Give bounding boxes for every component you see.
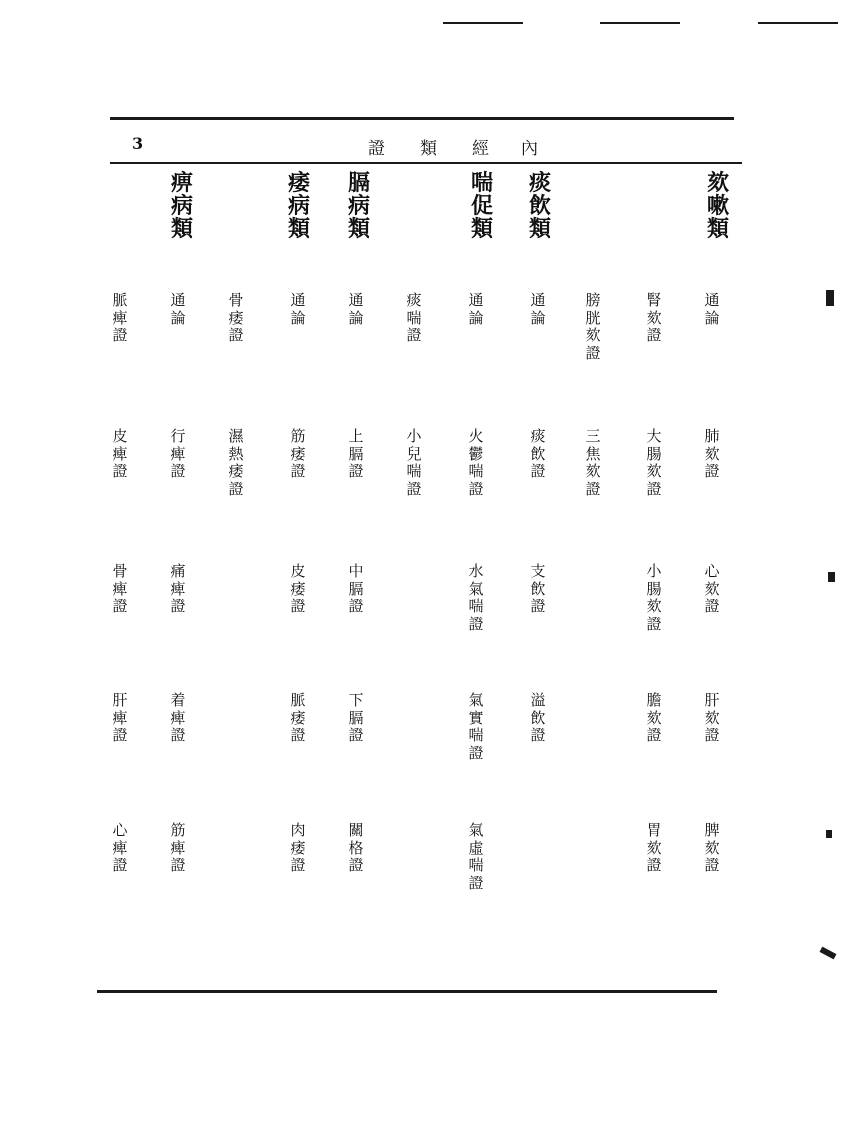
header-bottom-rule — [110, 162, 742, 164]
entry-r3-shuiqi-chuan: 水 氣 喘 證 — [468, 562, 484, 634]
page-number: 3 — [132, 134, 144, 153]
entry-r3-gu-bi: 骨 痺 證 — [112, 562, 128, 616]
category-chuancu: 喘 促 類 — [470, 170, 493, 242]
entry-r4-mai-wei: 脈 痿 證 — [290, 691, 306, 745]
entry-r3-xin-ke: 心 欬 證 — [704, 562, 720, 616]
running-title-1: 證 — [368, 139, 385, 159]
category-bibing: 痹 病 類 — [170, 170, 193, 242]
entry-r1-mai-bi: 脈 痺 證 — [112, 291, 128, 345]
bottom-rule — [97, 990, 717, 993]
entry-r4-yi-yin: 溢 飲 證 — [530, 691, 546, 745]
entry-r2-pi-bi: 皮 痺 證 — [112, 427, 128, 481]
entry-r3-xiaochang-ke: 小 腸 欬 證 — [646, 562, 662, 634]
category-gebing: 膈 病 類 — [347, 170, 370, 242]
entry-r4-zhuo-bi: 着 痺 證 — [170, 691, 186, 745]
entry-r1-bi-tonglun: 通 論 — [170, 291, 186, 327]
entry-r5-guan-ge: 關 格 證 — [348, 821, 364, 875]
entry-r2-jin-wei: 筋 痿 證 — [290, 427, 306, 481]
entry-r2-shang-ge: 上 膈 證 — [348, 427, 364, 481]
top-rule-3 — [758, 22, 838, 24]
entry-r2-sanjiao-ke: 三 焦 欬 證 — [585, 427, 601, 499]
entry-r1-gu-wei: 骨 痿 證 — [228, 291, 244, 345]
entry-r1-kesou-tonglun: 通 論 — [704, 291, 720, 327]
entry-r1-pangguang-ke: 膀 胱 欬 證 — [585, 291, 601, 363]
entry-r4-gan-ke: 肝 欬 證 — [704, 691, 720, 745]
entry-r5-pi-ke: 脾 欬 證 — [704, 821, 720, 875]
entry-r2-xing-bi: 行 痺 證 — [170, 427, 186, 481]
entry-r5-qixu-chuan: 氣 虛 喘 證 — [468, 821, 484, 893]
entry-r3-tong-bi: 痛 痺 證 — [170, 562, 186, 616]
entry-r1-chuan-tonglun: 通 論 — [468, 291, 484, 327]
running-title-2: 類 — [420, 139, 437, 159]
entry-r2-tanyin: 痰 飲 證 — [530, 427, 546, 481]
running-title-4: 內 — [521, 139, 538, 159]
top-rule-1 — [443, 22, 523, 24]
entry-r2-huoyu-chuan: 火 鬱 喘 證 — [468, 427, 484, 499]
scan-mark-4 — [820, 947, 837, 960]
entry-r1-tan-chuan: 痰 喘 證 — [406, 291, 422, 345]
category-kesou: 欬 嗽 類 — [706, 170, 729, 242]
entry-r3-pi-wei: 皮 痿 證 — [290, 562, 306, 616]
top-rule-2 — [600, 22, 680, 24]
entry-r2-xiaoer-chuan: 小 兒 喘 證 — [406, 427, 422, 499]
entry-r5-xin-bi: 心 痺 證 — [112, 821, 128, 875]
entry-r2-dachang-ke: 大 腸 欬 證 — [646, 427, 662, 499]
entry-r3-zhi-yin: 支 飲 證 — [530, 562, 546, 616]
entry-r1-wei-tonglun: 通 論 — [290, 291, 306, 327]
entry-r2-shire-wei: 濕 熱 痿 證 — [228, 427, 244, 499]
entry-r4-gan-bi: 肝 痺 證 — [112, 691, 128, 745]
entry-r3-zhong-ge: 中 膈 證 — [348, 562, 364, 616]
category-tanyin: 痰 飲 類 — [528, 170, 551, 242]
entry-r4-xia-ge: 下 膈 證 — [348, 691, 364, 745]
entry-r5-rou-wei: 肉 痿 證 — [290, 821, 306, 875]
header-top-rule — [110, 117, 734, 120]
entry-r4-qishi-chuan: 氣 實 喘 證 — [468, 691, 484, 763]
entry-r2-fei-ke: 肺 欬 證 — [704, 427, 720, 481]
scan-mark-2 — [828, 572, 835, 582]
entry-r1-tanyin-tonglun: 通 論 — [530, 291, 546, 327]
entry-r1-ge-tonglun: 通 論 — [348, 291, 364, 327]
entry-r4-dan-ke: 膽 欬 證 — [646, 691, 662, 745]
scan-mark-3 — [826, 830, 832, 838]
entry-r5-jin-bi: 筋 痺 證 — [170, 821, 186, 875]
scan-mark-1 — [826, 290, 834, 306]
entry-r5-wei-ke: 胃 欬 證 — [646, 821, 662, 875]
category-weibing: 痿 病 類 — [287, 170, 310, 242]
entry-r1-shen-ke: 腎 欬 證 — [646, 291, 662, 345]
running-title-3: 經 — [472, 139, 489, 159]
